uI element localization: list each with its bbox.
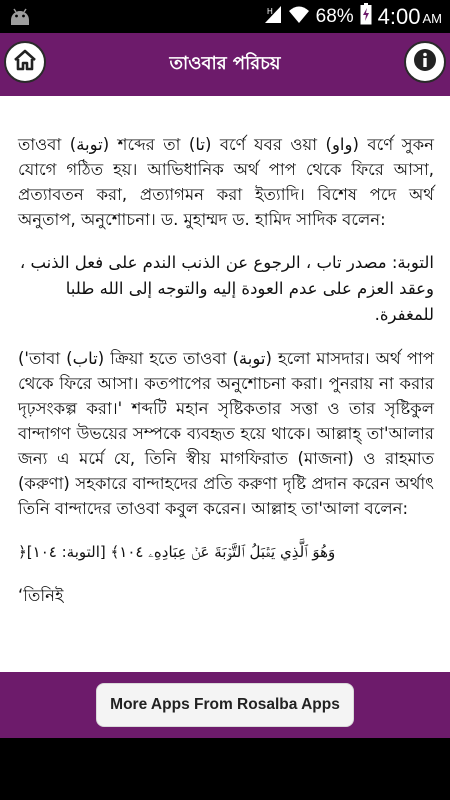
clock: 4:00: [377, 3, 421, 29]
navigation-area: [0, 738, 450, 800]
paragraph-continuation: ‘তিনিই: [18, 586, 64, 605]
page-title: তাওবার পরিচয়: [169, 53, 281, 74]
android-icon: [8, 6, 32, 30]
more-apps-button[interactable]: More Apps From Rosalba Apps: [96, 683, 354, 727]
home-button[interactable]: [4, 41, 46, 83]
battery-percent: 68%: [315, 5, 354, 27]
clock-ampm: AM: [422, 11, 442, 26]
paragraph-definition: তাওবা (توبة) শব্দের তা (تا) বর্ণে যবর ওয়া (واو) বর্ণে সুকন যোগে গঠিত হয়। আভিধানিক অর্থ পাপ থেকে ফিরে আসা, প্রত্যাবতন করা, প্রত্যাগমন করা ইত্যাদি। বিশেষ পদে অর্থ অনুতাপ, অনুশোচনা। ড. মুহাম্মদ ড. হামিদ সাদিক বলেন:: [18, 135, 434, 229]
status-bar: [0, 0, 450, 33]
info-button[interactable]: [404, 41, 446, 83]
arabic-quote: التوبة: مصدر تاب ، الرجوع عن الذنب الندم على فعل الذنب ، وعقد العزم على عدم العودة إليه والتوجه إلى الله طلبا للمغفرة.: [19, 253, 434, 324]
status-icons: [264, 0, 442, 33]
battery-icon: [360, 3, 372, 30]
info-icon: [412, 47, 438, 77]
app-bar: [0, 33, 450, 96]
svg-text:H: H: [266, 7, 273, 16]
wifi-icon: [288, 4, 310, 29]
article-content[interactable]: [0, 96, 450, 672]
signal-icon: [264, 4, 282, 29]
bottom-bar: [0, 672, 450, 738]
quran-verse: ﴿وَهُوَ ٱلَّذِي يَقۡبَلُ ٱلتَّوۡبَةَ عَنۡ عِبَادِهِۦ ١٠٤﴾ [التوبة: ١٠٤]: [18, 543, 336, 561]
paragraph-explanation: ('তাবা (تاب) ক্রিয়া হতে তাওবা (توبة) হলো মাসদার। অর্থ পাপ থেকে ফিরে আসা। কতপাপের অনুশোচনা করা। পুনরায় না করার দৃঢ়সংকল্প করা।' শব্দটি মহান সৃষ্টিকতার সত্তা ও তার সৃষ্টিকুল বান্দাগণ উভয়ের সম্পকে ব্যবহৃত হয়ে থাকে। আল্লাহ্‌ তা'আলার জন্য এ মর্মে যে, তিনি স্বীয় মাগফিরাত (মাজনা) ও রাহমাত (করুণা) সহকারে বান্দাহদের প্রতি করুণা দৃষ্টি প্রদান করেন অর্থাৎ তিনি বান্দাদের তাওবা কবুল করেন। আল্লাহ তা'আলা বলেন:: [18, 349, 434, 518]
home-icon: [13, 48, 37, 76]
